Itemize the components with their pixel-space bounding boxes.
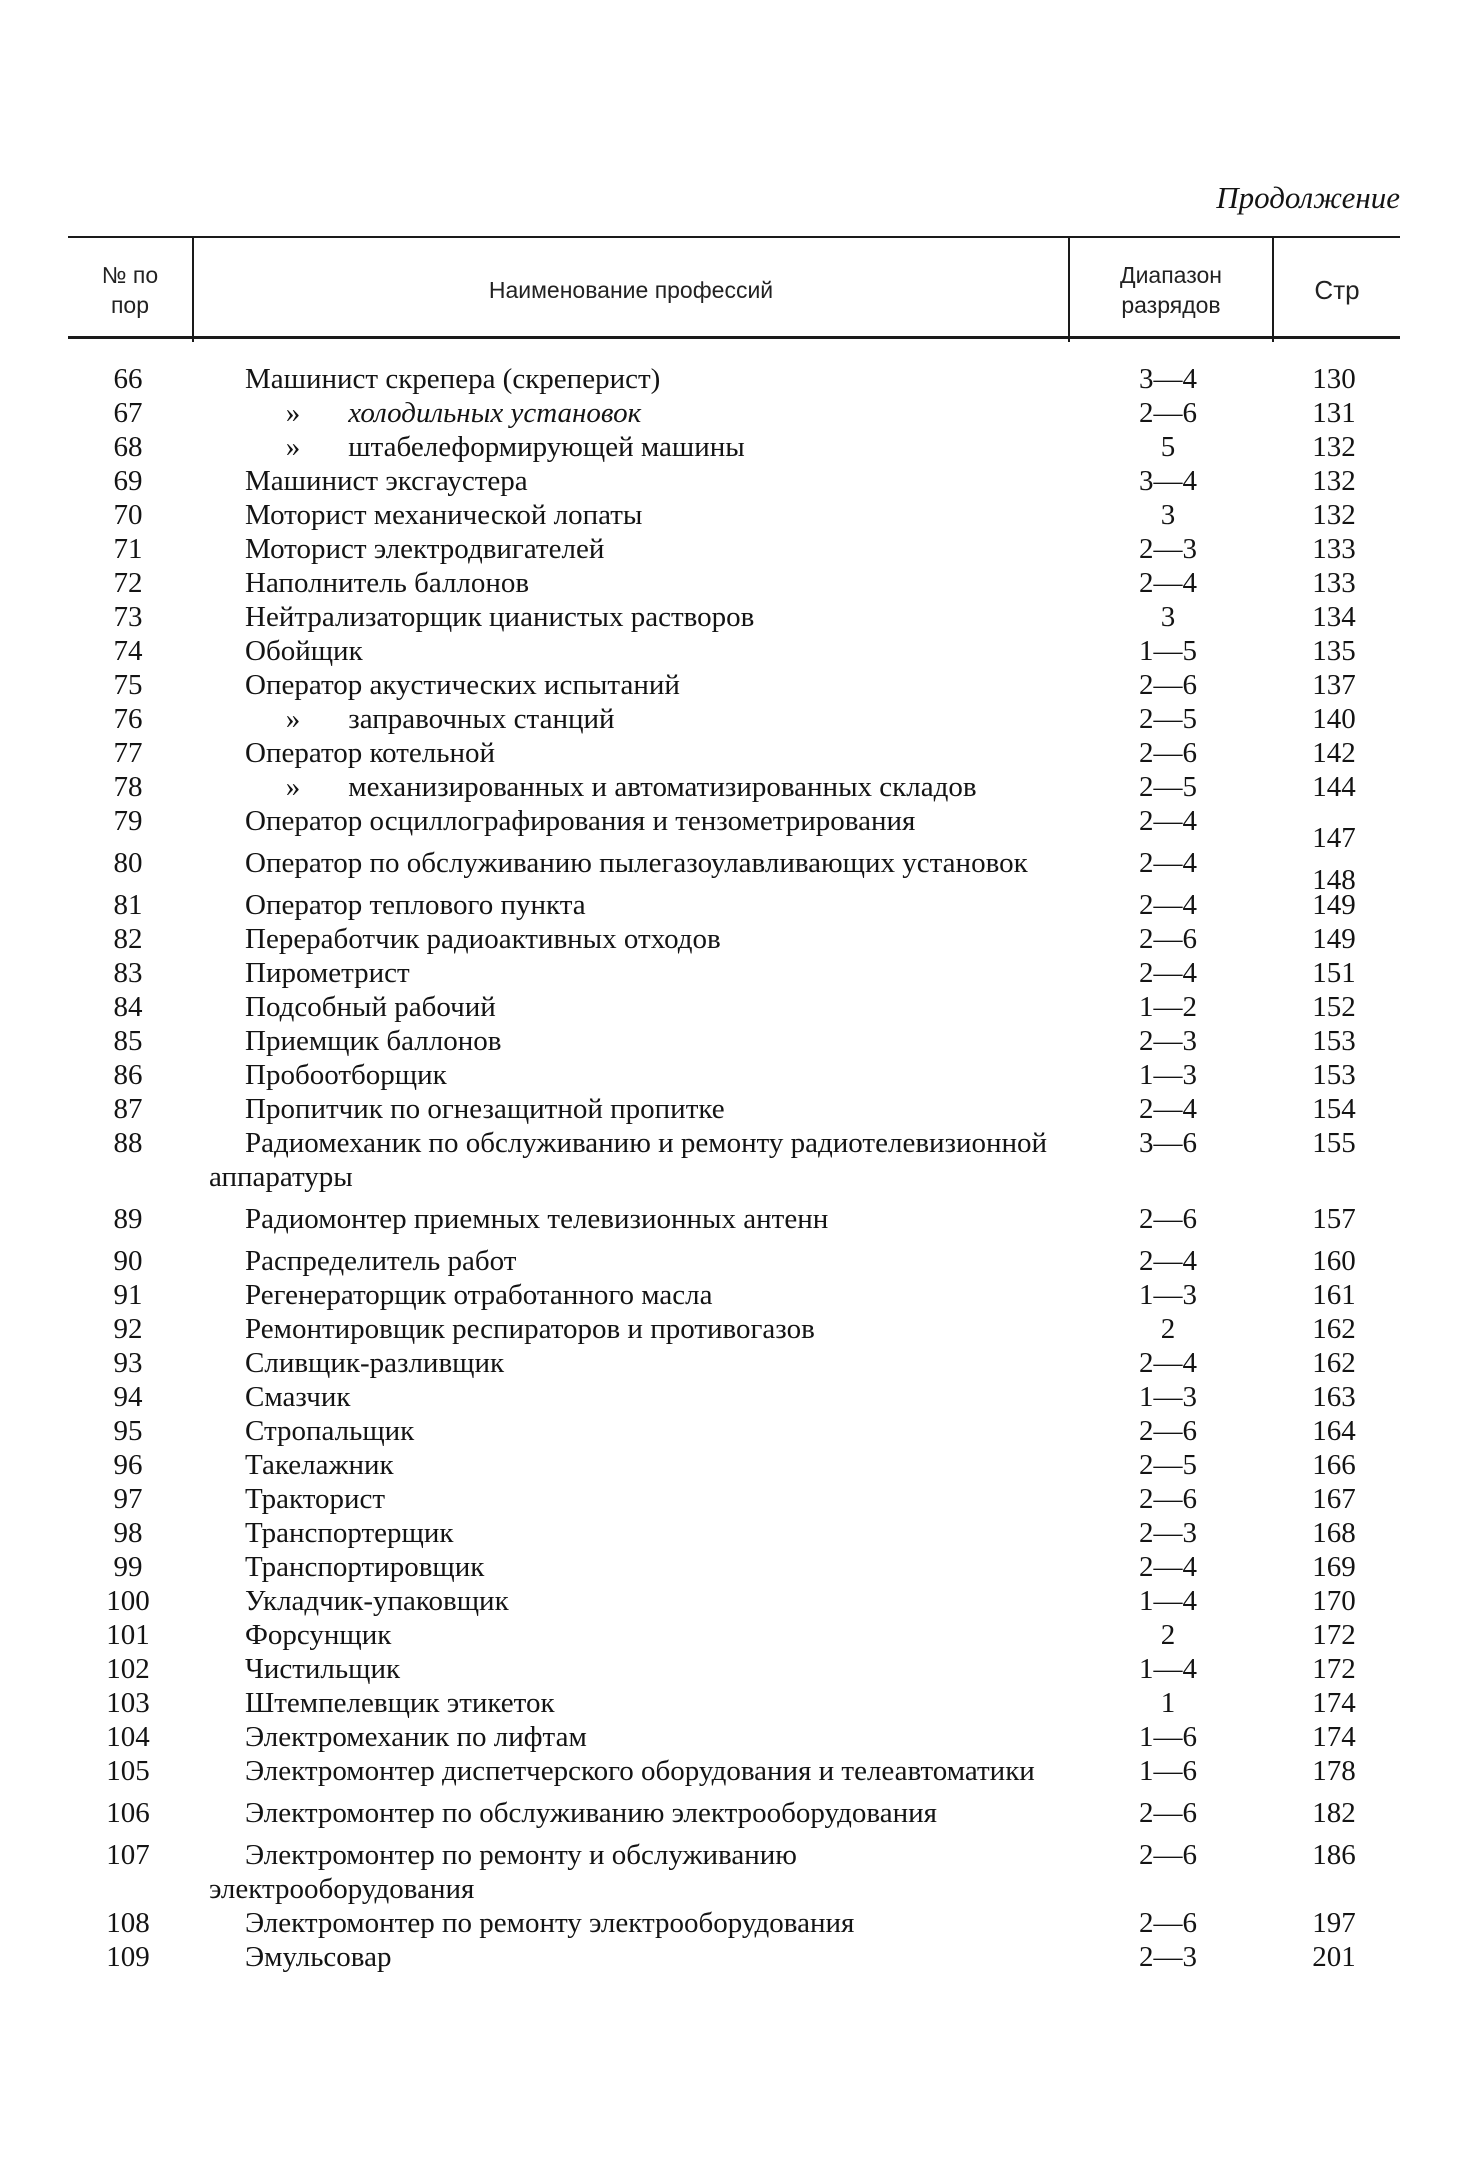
profession-name: Штемпелевщик этикеток xyxy=(245,1687,555,1719)
row-number: 88 xyxy=(113,1127,143,1159)
row-number: 71 xyxy=(113,533,143,565)
profession-name: Эмульсовар xyxy=(245,1941,392,1973)
grade-range: 2—6 xyxy=(1139,669,1197,701)
table-row xyxy=(0,1652,1472,1686)
table-row xyxy=(0,736,1472,770)
grade-range: 3 xyxy=(1160,601,1176,633)
row-number: 74 xyxy=(113,635,143,667)
table-row xyxy=(0,922,1472,956)
row-number: 100 xyxy=(106,1585,150,1617)
profession-name: Оператор осциллографирования и тензометрирования xyxy=(245,805,916,837)
profession-name: Такелажник xyxy=(245,1449,394,1481)
page-number: 162 xyxy=(1312,1313,1356,1345)
row-number: 107 xyxy=(106,1839,150,1871)
table-row xyxy=(0,1906,1472,1940)
page-number: 172 xyxy=(1312,1619,1356,1651)
grade-range: 2—4 xyxy=(1139,957,1197,989)
page-number: 168 xyxy=(1312,1517,1356,1549)
profession-name: Переработчик радиоактивных отходов xyxy=(245,923,721,955)
page-number: 134 xyxy=(1312,601,1356,633)
grade-range: 2 xyxy=(1160,1313,1176,1345)
table-row xyxy=(0,668,1472,702)
header-num: № по пор xyxy=(101,262,159,318)
table-row xyxy=(0,888,1472,922)
page-number: 154 xyxy=(1312,1093,1356,1125)
grade-range: 1—4 xyxy=(1139,1653,1197,1685)
page-number: 131 xyxy=(1312,397,1356,429)
profession-name: Оператор акустических испытаний xyxy=(245,669,680,701)
table-row xyxy=(0,1126,1472,1194)
table-row xyxy=(0,1686,1472,1720)
page-number: 135 xyxy=(1312,635,1356,667)
row-number: 96 xyxy=(113,1449,143,1481)
profession-name xyxy=(209,770,1057,804)
page-number: 178 xyxy=(1312,1755,1356,1787)
continuation-label: Продолжение xyxy=(1216,180,1400,215)
row-number: 104 xyxy=(106,1721,150,1753)
grade-range: 3 xyxy=(1160,499,1176,531)
page-number: 155 xyxy=(1312,1127,1356,1159)
page-number: 151 xyxy=(1312,957,1356,989)
profession-name: Электромеханик по лифтам xyxy=(245,1721,587,1753)
grade-range: 3—4 xyxy=(1139,363,1197,395)
table-row xyxy=(0,1754,1472,1788)
page-number: 130 xyxy=(1312,363,1356,395)
grade-range: 2—6 xyxy=(1139,737,1197,769)
grade-range: 2—4 xyxy=(1139,1245,1197,1277)
row-number: 70 xyxy=(113,499,143,531)
table-body xyxy=(0,362,1472,1974)
row-number: 98 xyxy=(113,1517,143,1549)
row-number: 92 xyxy=(113,1313,143,1345)
profession-name-text: холодильных установок xyxy=(348,397,642,429)
profession-name: Оператор по обслуживанию пылегазоулавливающих установок xyxy=(245,847,1028,879)
grade-range: 1—6 xyxy=(1139,1721,1197,1753)
table-row xyxy=(0,1448,1472,1482)
profession-name: Чистильщик xyxy=(245,1653,401,1685)
profession-name: Транспортерщик xyxy=(245,1517,454,1549)
profession-name: Подсобный рабочий xyxy=(245,991,496,1023)
grade-range: 2—6 xyxy=(1139,1415,1197,1447)
grade-range: 2—6 xyxy=(1139,1483,1197,1515)
table-row xyxy=(0,1720,1472,1754)
ditto-mark: » xyxy=(285,397,301,429)
row-number: 86 xyxy=(113,1059,143,1091)
table-row xyxy=(0,532,1472,566)
page-number: 133 xyxy=(1312,567,1356,599)
page-number: 133 xyxy=(1312,533,1356,565)
profession-name: Обойщик xyxy=(245,635,363,667)
page-number: 174 xyxy=(1312,1687,1356,1719)
grade-range: 1 xyxy=(1160,1687,1176,1719)
page-number: 142 xyxy=(1312,737,1356,769)
row-number: 99 xyxy=(113,1551,143,1583)
table-row xyxy=(0,846,1472,896)
table-row xyxy=(0,1092,1472,1126)
grade-range: 2—4 xyxy=(1139,889,1197,921)
profession-name: Тракторист xyxy=(245,1483,386,1515)
row-number: 108 xyxy=(106,1907,150,1939)
table-row xyxy=(0,1278,1472,1312)
profession-name-text: механизированных и автоматизированных складов xyxy=(348,771,977,803)
grade-range: 1—3 xyxy=(1139,1381,1197,1413)
profession-name: Сливщик-разливщик xyxy=(245,1347,505,1379)
table-row xyxy=(0,804,1472,854)
row-number: 80 xyxy=(113,847,143,879)
page-number: 166 xyxy=(1312,1449,1356,1481)
row-number: 73 xyxy=(113,601,143,633)
grade-range: 1—6 xyxy=(1139,1755,1197,1787)
table-row xyxy=(0,1244,1472,1278)
row-number: 82 xyxy=(113,923,143,955)
ditto-mark: » xyxy=(285,771,301,803)
table-row xyxy=(0,956,1472,990)
grade-range: 5 xyxy=(1160,431,1176,463)
profession-name: Транспортировщик xyxy=(245,1551,485,1583)
profession-name-text: штабелеформирующей машины xyxy=(348,431,745,463)
row-number: 83 xyxy=(113,957,143,989)
row-number: 66 xyxy=(113,363,143,395)
table-row xyxy=(0,1414,1472,1448)
row-number: 76 xyxy=(113,703,143,735)
profession-name: Радиомеханик по обслуживанию и ремонту радиотелевизионной аппаратуры xyxy=(209,1127,1048,1193)
grade-range: 2—5 xyxy=(1139,703,1197,735)
row-number: 91 xyxy=(113,1279,143,1311)
page-number: 172 xyxy=(1312,1653,1356,1685)
profession-name: Электромонтер диспетчерского оборудования и телеавтоматики xyxy=(245,1755,1035,1787)
page-number: 201 xyxy=(1312,1941,1356,1973)
row-number: 79 xyxy=(113,805,143,837)
grade-range: 2—4 xyxy=(1139,847,1197,879)
page-number: 153 xyxy=(1312,1059,1356,1091)
table-row xyxy=(0,702,1472,736)
table-row xyxy=(0,362,1472,396)
table-row xyxy=(0,1618,1472,1652)
profession-name: Нейтрализаторщик цианистых растворов xyxy=(245,601,755,633)
grade-range: 2—4 xyxy=(1139,1551,1197,1583)
grade-range: 2—3 xyxy=(1139,1517,1197,1549)
header-name: Наименование профессий xyxy=(488,277,774,303)
page-number: 147 xyxy=(1312,822,1356,854)
grade-range: 3—6 xyxy=(1139,1127,1197,1159)
page-number: 197 xyxy=(1312,1907,1356,1939)
grade-range: 3—4 xyxy=(1139,465,1197,497)
row-number: 93 xyxy=(113,1347,143,1379)
profession-name: Пробоотборщик xyxy=(245,1059,447,1091)
row-number: 95 xyxy=(113,1415,143,1447)
profession-name: Моторист электродвигателей xyxy=(245,533,605,565)
row-number: 77 xyxy=(113,737,143,769)
grade-range: 2—4 xyxy=(1139,805,1197,837)
row-number: 84 xyxy=(113,991,143,1023)
grade-range: 2—4 xyxy=(1139,567,1197,599)
table-row xyxy=(0,464,1472,498)
page-number: 174 xyxy=(1312,1721,1356,1753)
profession-name: Электромонтер по обслуживанию электрооборудования xyxy=(245,1797,937,1829)
grade-range: 2—6 xyxy=(1139,923,1197,955)
page-number: 148 xyxy=(1312,864,1356,896)
ditto-mark: » xyxy=(285,431,301,463)
profession-name: Пирометрист xyxy=(245,957,410,989)
page-number: 163 xyxy=(1312,1381,1356,1413)
page-number: 162 xyxy=(1312,1347,1356,1379)
grade-range: 2—3 xyxy=(1139,1025,1197,1057)
profession-name: Радиомонтер приемных телевизионных антенн xyxy=(245,1203,829,1235)
profession-name xyxy=(209,430,1057,464)
grade-range: 1—2 xyxy=(1139,991,1197,1023)
table-row xyxy=(0,1940,1472,1974)
row-number: 97 xyxy=(113,1483,143,1515)
row-number: 105 xyxy=(106,1755,150,1787)
page-number: 132 xyxy=(1312,465,1356,497)
profession-name: Стропальщик xyxy=(245,1415,415,1447)
row-number: 90 xyxy=(113,1245,143,1277)
grade-range: 1—4 xyxy=(1139,1585,1197,1617)
page-number: 160 xyxy=(1312,1245,1356,1277)
grade-range: 2 xyxy=(1160,1619,1176,1651)
page-number: 149 xyxy=(1312,889,1356,921)
profession-name: Машинист эксгаустера xyxy=(245,465,528,497)
table-row xyxy=(0,1024,1472,1058)
row-number: 94 xyxy=(113,1381,143,1413)
profession-name: Укладчик-упаковщик xyxy=(245,1585,509,1617)
profession-name: Моторист механической лопаты xyxy=(245,499,643,531)
row-number: 103 xyxy=(106,1687,150,1719)
header-page: Стр xyxy=(1314,275,1360,305)
profession-name: Ремонтировщик респираторов и противогазов xyxy=(245,1313,815,1345)
row-number: 101 xyxy=(106,1619,150,1651)
grade-range: 2—5 xyxy=(1139,1449,1197,1481)
row-number: 85 xyxy=(113,1025,143,1057)
page-number: 182 xyxy=(1312,1797,1356,1829)
grade-range: 2—6 xyxy=(1139,1203,1197,1235)
profession-name xyxy=(209,396,1057,430)
row-number: 102 xyxy=(106,1653,150,1685)
table-row xyxy=(0,498,1472,532)
table-row xyxy=(0,1796,1472,1830)
profession-name: Распределитель работ xyxy=(245,1245,517,1277)
row-number: 69 xyxy=(113,465,143,497)
page-number: 153 xyxy=(1312,1025,1356,1057)
page-number: 164 xyxy=(1312,1415,1356,1447)
grade-range: 1—5 xyxy=(1139,635,1197,667)
grade-range: 2—3 xyxy=(1139,1941,1197,1973)
profession-name xyxy=(209,702,1057,736)
table-row xyxy=(0,600,1472,634)
grade-range: 1—3 xyxy=(1139,1279,1197,1311)
profession-name-text: заправочных станций xyxy=(348,703,615,735)
profession-name: Электромонтер по ремонту и обслуживанию электрооборудования xyxy=(209,1839,797,1905)
grade-range: 2—6 xyxy=(1139,397,1197,429)
page-number: 140 xyxy=(1312,703,1356,735)
grade-range: 2—3 xyxy=(1139,533,1197,565)
page-number: 132 xyxy=(1312,499,1356,531)
page-number: 157 xyxy=(1312,1203,1356,1235)
profession-name: Оператор теплового пункта xyxy=(245,889,586,921)
page-number: 167 xyxy=(1312,1483,1356,1515)
row-number: 75 xyxy=(113,669,143,701)
grade-range: 2—6 xyxy=(1139,1797,1197,1829)
row-number: 81 xyxy=(113,889,143,921)
profession-name: Форсунщик xyxy=(245,1619,392,1651)
row-number: 67 xyxy=(113,397,143,429)
profession-name: Оператор котельной xyxy=(245,737,496,769)
profession-name: Пропитчик по огнезащитной пропитке xyxy=(245,1093,725,1125)
row-number: 72 xyxy=(113,567,143,599)
table-row xyxy=(0,1482,1472,1516)
header-range: Диапазон разрядов xyxy=(1120,262,1222,318)
row-number: 89 xyxy=(113,1203,143,1235)
row-number: 78 xyxy=(113,771,143,803)
profession-name: Машинист скрепера (скреперист) xyxy=(245,363,661,395)
table-row xyxy=(0,566,1472,600)
table-row xyxy=(0,634,1472,668)
table-row xyxy=(0,1380,1472,1414)
table-row xyxy=(0,1516,1472,1550)
row-number: 87 xyxy=(113,1093,143,1125)
row-number: 68 xyxy=(113,431,143,463)
page-number: 144 xyxy=(1312,771,1356,803)
table-row xyxy=(0,1346,1472,1380)
page-number: 152 xyxy=(1312,991,1356,1023)
profession-name: Регенераторщик отработанного масла xyxy=(245,1279,713,1311)
grade-range: 1—3 xyxy=(1139,1059,1197,1091)
table-row xyxy=(0,1838,1472,1906)
profession-name: Электромонтер по ремонту электрооборудования xyxy=(245,1907,855,1939)
profession-name: Приемщик баллонов xyxy=(245,1025,502,1057)
page-number: 132 xyxy=(1312,431,1356,463)
table-row xyxy=(0,430,1472,464)
row-number: 109 xyxy=(106,1941,150,1973)
grade-range: 2—5 xyxy=(1139,771,1197,803)
page-number: 170 xyxy=(1312,1585,1356,1617)
page-number: 137 xyxy=(1312,669,1356,701)
grade-range: 2—6 xyxy=(1139,1839,1197,1871)
table-row xyxy=(0,1550,1472,1584)
table-row xyxy=(0,1058,1472,1092)
table-row xyxy=(0,1202,1472,1236)
page-number: 169 xyxy=(1312,1551,1356,1583)
profession-name: Наполнитель баллонов xyxy=(245,567,530,599)
ditto-mark: » xyxy=(285,703,301,735)
table-row xyxy=(0,396,1472,430)
table-row xyxy=(0,770,1472,804)
page-number: 186 xyxy=(1312,1839,1356,1871)
table-row xyxy=(0,1584,1472,1618)
profession-name: Смазчик xyxy=(245,1381,351,1413)
page-number: 149 xyxy=(1312,923,1356,955)
page-number: 161 xyxy=(1312,1279,1356,1311)
grade-range: 2—4 xyxy=(1139,1347,1197,1379)
table-row xyxy=(0,1312,1472,1346)
table-row xyxy=(0,990,1472,1024)
grade-range: 2—6 xyxy=(1139,1907,1197,1939)
row-number: 106 xyxy=(106,1797,150,1829)
grade-range: 2—4 xyxy=(1139,1093,1197,1125)
